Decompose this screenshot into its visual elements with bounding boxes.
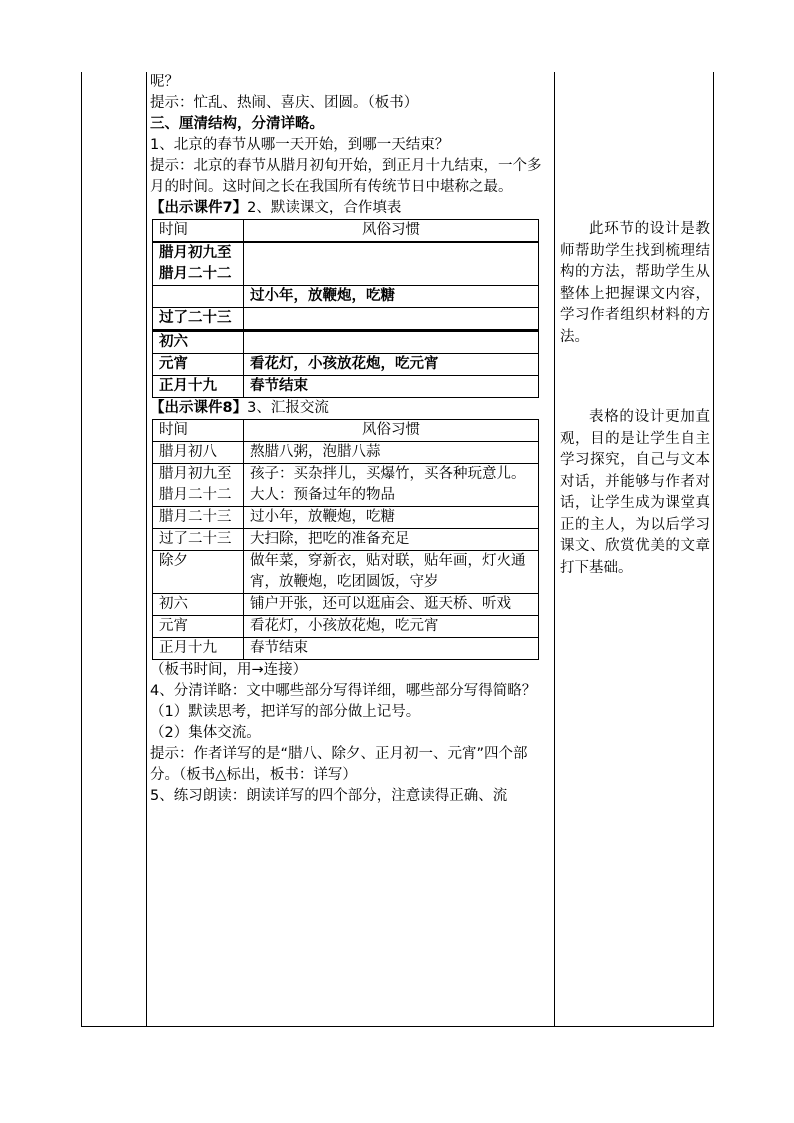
hint-paragraph: 提示：北京的春节从腊月初旬开始，到正月十九结束，一个多月的时间。这时间之长在我国所有传统节日中堪称之最。 — [150, 158, 542, 195]
question-line: 5、练习朗读：朗读详写的四个部分，注意读得正确、流 — [150, 788, 508, 804]
lesson-content-column — [150, 72, 554, 807]
table-cell: 元宵 — [153, 616, 244, 638]
custom-line: 大人：预备过年的物品 — [250, 487, 395, 503]
table-cell — [244, 243, 539, 286]
fill-in-table — [152, 219, 539, 398]
table-header-cell: 风俗习惯 — [244, 220, 539, 242]
outer-table-bottom-border — [81, 1026, 714, 1027]
table-cell: 过了二十三 — [153, 308, 244, 330]
table-header-row — [153, 420, 539, 442]
table-cell: 腊月初九至腊月二十二 — [153, 464, 244, 507]
table-cell: 看花灯，小孩放花炮，吃元宵 — [244, 616, 539, 638]
report-table — [152, 419, 539, 660]
outer-table-right-border — [713, 72, 714, 1027]
table-cell: 过小年，放鞭炮，吃糖 — [244, 286, 539, 308]
table-cell: 腊月初九至腊月二十二 — [153, 243, 244, 286]
courseware-text: 2、默读课文，合作填表 — [247, 200, 402, 216]
table-row — [153, 551, 539, 594]
table-row — [153, 464, 539, 507]
design-note-structure: 此环节的设计是教师帮助学生找到梳理结构的方法，帮助学生从整体上把握课文内容，学习作者组织材料的方法。 — [560, 221, 710, 345]
table-cell: 做年菜，穿新衣，贴对联，贴年画，灯火通宵，放鞭炮，吃团圆饭，守岁 — [244, 551, 539, 594]
table-cell: 腊月初八 — [153, 442, 244, 464]
courseware-tag: 【出示课件8】 — [150, 400, 248, 416]
table-row — [153, 616, 539, 638]
table-cell: 熬腊八粥，泡腊八蒜 — [244, 442, 539, 464]
table-header-cell: 风俗习惯 — [244, 420, 539, 442]
table-cell — [244, 464, 539, 507]
hint-paragraph: 提示：作者详写的是“腊八、除夕、正月初一、元宵”四个部分。（板书△标出，板书：详写） — [150, 746, 528, 783]
courseware-tag: 【出示课件7】 — [150, 200, 248, 216]
table-cell — [244, 308, 539, 330]
table-header-row — [153, 220, 539, 242]
table-header-cell: 时间 — [153, 220, 244, 242]
custom-line: 孩子：买杂拌儿，买爆竹，买各种玩意儿。 — [250, 466, 526, 482]
table-row — [153, 529, 539, 551]
step-line: （2）集体交流。 — [150, 725, 261, 741]
table-cell: 大扫除，把吃的准备充足 — [244, 529, 539, 551]
table-cell: 春节结束 — [244, 638, 539, 660]
table-row — [153, 308, 539, 330]
table-row — [153, 594, 539, 616]
table-header-cell: 时间 — [153, 420, 244, 442]
courseware-text: 3、汇报交流 — [247, 400, 329, 416]
table-cell: 腊月二十三 — [153, 507, 244, 529]
table-cell: 正月十九 — [153, 376, 244, 398]
section-heading: 三、厘清结构，分清详略。 — [150, 116, 324, 132]
table-cell: 过小年，放鞭炮，吃糖 — [244, 507, 539, 529]
table-row — [153, 507, 539, 529]
table-row — [153, 286, 539, 308]
outer-table-left-border — [81, 72, 82, 1027]
table-cell: 初六 — [153, 594, 244, 616]
step-line: （1）默读思考，把详写的部分做上记号。 — [150, 704, 421, 720]
table-row — [153, 442, 539, 464]
courseware-8-line — [150, 398, 554, 419]
design-note-table: 表格的设计更加直观，目的是让学生自主学习探究，自己与文本对话，并能够与作者对话，让学生成为课堂真正的主人，为以后学习课文、欣赏优美的文章打下基础。 — [560, 409, 710, 576]
text-line: 呢？ — [150, 74, 179, 90]
table-cell: 看花灯，小孩放花炮，吃元宵 — [244, 354, 539, 376]
table-row — [153, 354, 539, 376]
table-cell — [244, 332, 539, 354]
table-cell: 元宵 — [153, 354, 244, 376]
table-row — [153, 638, 539, 660]
question-line: 1、北京的春节从哪一天开始，到哪一天结束？ — [150, 137, 450, 153]
outer-table-divider-1 — [146, 72, 147, 1027]
board-note: （板书时间，用→连接） — [150, 662, 308, 678]
table-row — [153, 332, 539, 354]
outer-table-divider-2 — [554, 72, 555, 1027]
table-cell: 春节结束 — [244, 376, 539, 398]
table-cell: 正月十九 — [153, 638, 244, 660]
table-cell: 初六 — [153, 332, 244, 354]
table-row — [153, 376, 539, 398]
question-paragraph: 4、分清详略：文中哪些部分写得详细，哪些部分写得简略？ — [150, 683, 537, 699]
courseware-7-line — [150, 198, 554, 219]
hint-line: 提示：忙乱、热闹、喜庆、团圆。（板书） — [150, 95, 419, 111]
table-cell: 铺户开张，还可以逛庙会、逛天桥、听戏 — [244, 594, 539, 616]
table-cell: 过了二十三 — [153, 529, 244, 551]
table-cell — [153, 286, 244, 308]
table-row — [153, 243, 539, 286]
table-cell: 除夕 — [153, 551, 244, 594]
